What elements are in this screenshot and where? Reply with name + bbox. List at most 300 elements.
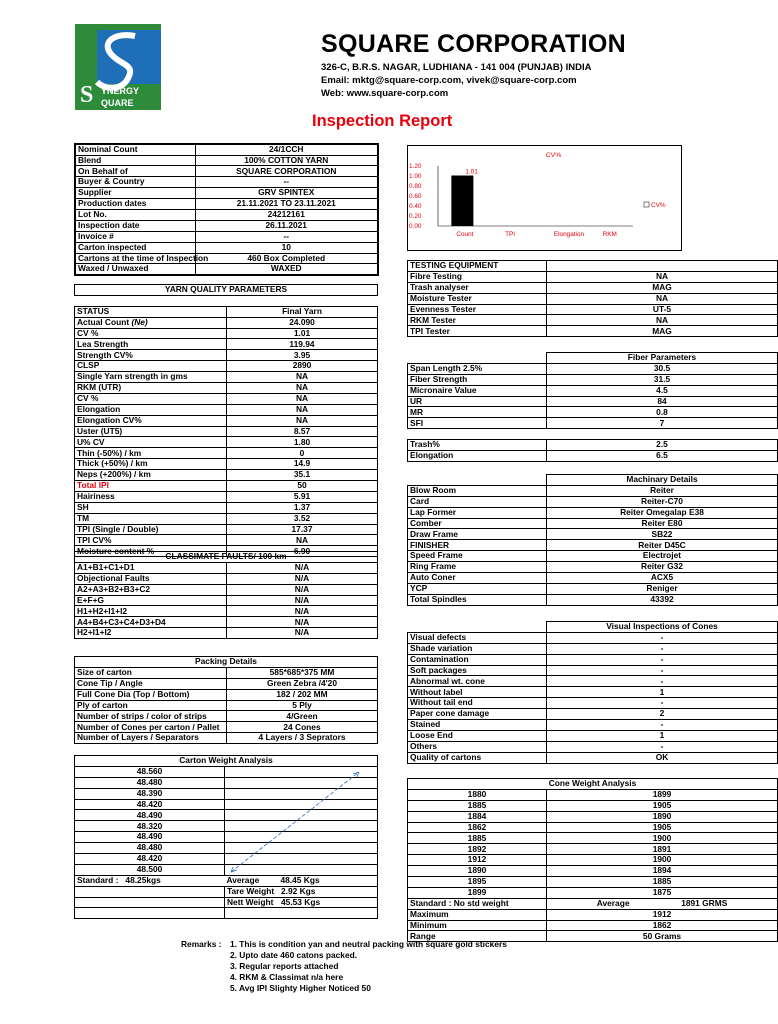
remark-item: 2. Upto date 460 catons packed. bbox=[230, 949, 358, 960]
visual-value: 1 bbox=[547, 730, 778, 741]
cone-weight-row bbox=[408, 844, 778, 855]
cone-range-value: 50 Grams bbox=[547, 931, 778, 942]
yarn-value: NA bbox=[227, 535, 378, 546]
fiber-label: UR bbox=[408, 396, 547, 407]
visual-row bbox=[408, 741, 778, 752]
fiber-label: SFI bbox=[408, 418, 547, 429]
general-row bbox=[75, 264, 378, 275]
testing-value: UT-5 bbox=[547, 304, 778, 315]
cone-weight-a: 1885 bbox=[408, 833, 547, 844]
yarn-value: NA bbox=[227, 383, 378, 394]
chart-bar bbox=[451, 176, 473, 227]
x-tick-label: Count bbox=[456, 231, 474, 238]
carton-weight-value: 48.490 bbox=[75, 832, 225, 843]
yarn-value: NA bbox=[227, 404, 378, 415]
logo-line1: YNERGY bbox=[101, 86, 140, 96]
general-label: Nominal Count bbox=[75, 144, 195, 155]
yarn-row bbox=[75, 481, 378, 492]
yarn-label: U% CV bbox=[75, 437, 227, 448]
cone-weight-row bbox=[408, 800, 778, 811]
testing-value: MAG bbox=[547, 326, 778, 337]
remarks-label: Remarks : bbox=[181, 939, 222, 949]
cone-weight-b: 1894 bbox=[547, 866, 778, 877]
cone-standard-label: Standard : No std weight bbox=[408, 898, 547, 909]
packing-value: Green Zebra /4'20 bbox=[227, 678, 378, 689]
general-row bbox=[75, 242, 378, 253]
general-value: 10 bbox=[195, 242, 378, 253]
fiber-row bbox=[408, 374, 778, 385]
yarn-row bbox=[75, 317, 378, 328]
general-label: Carton inspected bbox=[75, 242, 195, 253]
general-label: On Behalf of bbox=[75, 166, 195, 177]
testing-row bbox=[408, 293, 778, 304]
carton-nett-label: Nett Weight bbox=[227, 896, 274, 907]
visual-row bbox=[408, 687, 778, 698]
general-row bbox=[75, 155, 378, 166]
classimate-row bbox=[75, 573, 378, 584]
remark-item: 3. Regular reports attached bbox=[230, 960, 339, 971]
yarn-row bbox=[75, 524, 378, 535]
packing-table bbox=[74, 656, 378, 744]
y-tick-label: 0.60 bbox=[409, 193, 422, 201]
machinery-label: FINISHER bbox=[408, 540, 547, 551]
classimate-title: CLASSIMATE FAULTS/ 100 km bbox=[75, 552, 378, 563]
cone-weight-table bbox=[407, 778, 778, 942]
company-name: SQUARE CORPORATION bbox=[321, 30, 626, 58]
visual-label: Others bbox=[408, 741, 547, 752]
general-label: Buyer & Country bbox=[75, 177, 195, 188]
cone-minimum-value: 1862 bbox=[547, 920, 778, 931]
yarn-row bbox=[75, 350, 378, 361]
yarn-row bbox=[75, 372, 378, 383]
yarn-label: Thin (-50%) / km bbox=[75, 448, 227, 459]
general-value: 460 Box Completed bbox=[195, 253, 378, 264]
general-row bbox=[75, 220, 378, 231]
visual-label: Abnormal wt. cone bbox=[408, 676, 547, 687]
yarn-label: SH bbox=[75, 502, 227, 513]
cone-weight-b: 1890 bbox=[547, 811, 778, 822]
x-tick-label: RKM bbox=[602, 231, 617, 238]
fiber-label bbox=[408, 429, 547, 440]
logo-letter: S bbox=[80, 82, 94, 108]
testing-equipment-table bbox=[407, 260, 778, 337]
machinery-row bbox=[408, 562, 778, 573]
packing-row bbox=[75, 667, 378, 678]
yarn-label: CV % bbox=[75, 393, 227, 404]
machinery-label: Draw Frame bbox=[408, 529, 547, 540]
machinery-row bbox=[408, 540, 778, 551]
yarn-label: Elongation bbox=[75, 404, 227, 415]
fiber-label: MR bbox=[408, 407, 547, 418]
general-value: SQUARE CORPORATION bbox=[195, 166, 378, 177]
yarn-row bbox=[75, 470, 378, 481]
packing-value: 5 Ply bbox=[227, 700, 378, 711]
yarn-label: TM bbox=[75, 513, 227, 524]
carton-trend-line bbox=[225, 768, 377, 878]
general-label: Production dates bbox=[75, 199, 195, 210]
yarn-value: 6.90 bbox=[227, 546, 378, 557]
remark-item: 4. RKM & Classimat n/a here bbox=[230, 971, 344, 982]
yarn-row bbox=[75, 361, 378, 372]
machinery-row bbox=[408, 551, 778, 562]
general-label: Waxed / Unwaxed bbox=[75, 264, 195, 275]
visual-value: - bbox=[547, 632, 778, 643]
fiber-label: Fiber Strength bbox=[408, 374, 547, 385]
visual-label: Contamination bbox=[408, 654, 547, 665]
testing-value: MAG bbox=[547, 282, 778, 293]
machinery-value: Reniger bbox=[547, 583, 778, 594]
yarn-value: 119.94 bbox=[227, 339, 378, 350]
yarn-label: Actual Count (Ne) bbox=[75, 317, 227, 328]
cone-maximum-value: 1912 bbox=[547, 909, 778, 920]
packing-value: 182 / 202 MM bbox=[227, 689, 378, 700]
fiber-value: 2.5 bbox=[547, 440, 778, 451]
fiber-row bbox=[408, 396, 778, 407]
general-row bbox=[75, 144, 378, 155]
visual-label: Paper cone damage bbox=[408, 709, 547, 720]
packing-row bbox=[75, 733, 378, 744]
fiber-row bbox=[408, 407, 778, 418]
y-tick-label: 1.00 bbox=[409, 173, 422, 181]
machinery-title: Machinary Details bbox=[547, 475, 778, 486]
general-label: Invoice # bbox=[75, 231, 195, 242]
yarn-label: Strength CV% bbox=[75, 350, 227, 361]
yarn-value: 17.37 bbox=[227, 524, 378, 535]
general-info-table bbox=[74, 143, 379, 276]
yarn-label: Total IPI bbox=[75, 481, 227, 492]
classimate-label: A1+B1+C1+D1 bbox=[75, 562, 227, 573]
fiber-value bbox=[547, 429, 778, 440]
packing-row bbox=[75, 689, 378, 700]
machinery-row bbox=[408, 594, 778, 605]
yarn-value: NA bbox=[227, 393, 378, 404]
legend-swatch bbox=[644, 202, 649, 207]
classimate-row bbox=[75, 584, 378, 595]
visual-row bbox=[408, 698, 778, 709]
machinery-label: Card bbox=[408, 496, 547, 507]
yarn-value: 5.91 bbox=[227, 491, 378, 502]
remark-item: 5. Avg IPI Slighty Higher Noticed 50 bbox=[230, 982, 371, 993]
packing-label: Number of strips / color of strips bbox=[75, 711, 227, 722]
cone-weight-b: 1899 bbox=[547, 789, 778, 800]
yarn-value: 0 bbox=[227, 448, 378, 459]
carton-nett bbox=[225, 897, 378, 908]
yarn-label: TPI (Single / Double) bbox=[75, 524, 227, 535]
count-unit: (Ne) bbox=[131, 316, 148, 327]
carton-average-label: Average bbox=[226, 874, 260, 885]
classimate-row bbox=[75, 595, 378, 606]
yarn-label: Neps (+200%) / km bbox=[75, 470, 227, 481]
general-row bbox=[75, 209, 378, 220]
visual-value: - bbox=[547, 741, 778, 752]
machinery-label: YCP bbox=[408, 583, 547, 594]
company-web: Web: www.square-corp.com bbox=[321, 88, 449, 99]
testing-label: Evenness Tester bbox=[408, 304, 547, 315]
yarn-row bbox=[75, 393, 378, 404]
yarn-row bbox=[75, 404, 378, 415]
cone-range-label: Range bbox=[408, 931, 547, 942]
machinery-row bbox=[408, 485, 778, 496]
yarn-quality-table bbox=[74, 284, 378, 557]
visual-row bbox=[408, 665, 778, 676]
x-tick-label: Elongation bbox=[553, 231, 585, 238]
yarn-row bbox=[75, 339, 378, 350]
classimate-label: A2+A3+B2+B3+C2 bbox=[75, 584, 227, 595]
cone-weight-b: 1891 bbox=[547, 844, 778, 855]
testing-row bbox=[408, 282, 778, 293]
classimate-value: N/A bbox=[227, 573, 378, 584]
carton-standard-label: Standard : bbox=[77, 874, 119, 885]
yarn-row bbox=[75, 328, 378, 339]
testing-equipment-title: TESTING EQUIPMENT bbox=[408, 261, 547, 272]
y-tick-label: 0.00 bbox=[409, 223, 422, 231]
yarn-label: Lea Strength bbox=[75, 339, 227, 350]
packing-label: Full Cone Dia (Top / Bottom) bbox=[75, 689, 227, 700]
yarn-value: 1.01 bbox=[227, 328, 378, 339]
carton-standard bbox=[75, 875, 225, 886]
general-row bbox=[75, 188, 378, 199]
visual-label: Without label bbox=[408, 687, 547, 698]
general-row bbox=[75, 199, 378, 210]
general-label: Supplier bbox=[75, 188, 195, 199]
visual-label: Soft packages bbox=[408, 665, 547, 676]
visual-label: Shade variation bbox=[408, 643, 547, 654]
general-value: 100% COTTON YARN bbox=[195, 155, 378, 166]
status-label: STATUS bbox=[75, 306, 227, 317]
yarn-row bbox=[75, 437, 378, 448]
machinery-row bbox=[408, 529, 778, 540]
cone-weight-row bbox=[408, 855, 778, 866]
general-row bbox=[75, 253, 378, 264]
cone-weight-a: 1884 bbox=[408, 811, 547, 822]
company-logo bbox=[75, 24, 161, 110]
visual-label: Stained bbox=[408, 720, 547, 731]
classimate-value: N/A bbox=[227, 617, 378, 628]
carton-weight-value: 48.480 bbox=[75, 777, 225, 788]
visual-row bbox=[408, 720, 778, 731]
visual-row bbox=[408, 752, 778, 763]
packing-label: Ply of carton bbox=[75, 700, 227, 711]
visual-label: Loose End bbox=[408, 730, 547, 741]
classimate-value: N/A bbox=[227, 606, 378, 617]
packing-value: 4/Green bbox=[227, 711, 378, 722]
yarn-row bbox=[75, 491, 378, 502]
classimate-label: Objectional Faults bbox=[75, 573, 227, 584]
visual-row bbox=[408, 632, 778, 643]
general-row bbox=[75, 177, 378, 188]
packing-title: Packing Details bbox=[75, 657, 378, 668]
yarn-value: 24.090 bbox=[227, 317, 378, 328]
yarn-value: NA bbox=[227, 415, 378, 426]
cone-average-label: Average bbox=[547, 898, 632, 909]
classimate-value: N/A bbox=[227, 595, 378, 606]
cone-weight-a: 1880 bbox=[408, 789, 547, 800]
cone-weight-b: 1900 bbox=[547, 855, 778, 866]
general-value: 26.11.2021 bbox=[195, 220, 378, 231]
yarn-row bbox=[75, 448, 378, 459]
cv-chart bbox=[407, 145, 682, 251]
classimate-value: N/A bbox=[227, 628, 378, 639]
carton-weight-value: 48.420 bbox=[75, 799, 225, 810]
carton-tare bbox=[225, 886, 378, 897]
machinery-row bbox=[408, 507, 778, 518]
y-tick-label: 1.20 bbox=[409, 163, 422, 171]
machinery-value: SB22 bbox=[547, 529, 778, 540]
company-email: Email: mktg@square-corp.com, vivek@square-corp.com bbox=[321, 75, 577, 86]
cone-weight-title: Cone Weight Analysis bbox=[408, 779, 778, 790]
machinery-label: Speed Frame bbox=[408, 551, 547, 562]
yarn-row bbox=[75, 459, 378, 470]
classimate-row bbox=[75, 628, 378, 639]
general-value: 21.11.2021 TO 23.11.2021 bbox=[195, 199, 378, 210]
general-value: 24212161 bbox=[195, 209, 378, 220]
testing-label: Fibre Testing bbox=[408, 271, 547, 282]
yarn-label: Thick (+50%) / km bbox=[75, 459, 227, 470]
cone-weight-b: 1900 bbox=[547, 833, 778, 844]
testing-value: NA bbox=[547, 315, 778, 326]
packing-row bbox=[75, 722, 378, 733]
yarn-label: CV % bbox=[75, 328, 227, 339]
yarn-value: 1.80 bbox=[227, 437, 378, 448]
company-address: 326-C, B.R.S. NAGAR, LUDHIANA - 141 004 (PUNJAB) INDIA bbox=[321, 62, 592, 73]
remark-item: 1. This is condition yan and neutral packing with square gold stickers bbox=[230, 939, 507, 949]
classimate-row bbox=[75, 606, 378, 617]
machinery-value: Reiter E80 bbox=[547, 518, 778, 529]
general-label: Inspection date bbox=[75, 220, 195, 231]
carton-weight-value: 48.390 bbox=[75, 788, 225, 799]
visual-label: Quality of cartons bbox=[408, 752, 547, 763]
cone-weight-b: 1905 bbox=[547, 822, 778, 833]
cone-weight-row bbox=[408, 877, 778, 888]
packing-row bbox=[75, 711, 378, 722]
cone-weight-row bbox=[408, 822, 778, 833]
carton-weight-value: 48.480 bbox=[75, 843, 225, 854]
classimate-label: H1+H2+I1+I2 bbox=[75, 606, 227, 617]
yarn-label: TPI CV% bbox=[75, 535, 227, 546]
fiber-row bbox=[408, 418, 778, 429]
carton-weight-value: 48.490 bbox=[75, 810, 225, 821]
classimate-value: N/A bbox=[227, 584, 378, 595]
yarn-value: 3.95 bbox=[227, 350, 378, 361]
cone-weight-row bbox=[408, 789, 778, 800]
packing-row bbox=[75, 678, 378, 689]
machinery-value: Reiter bbox=[547, 485, 778, 496]
machinery-label: Ring Frame bbox=[408, 562, 547, 573]
testing-row bbox=[408, 271, 778, 282]
visual-row bbox=[408, 654, 778, 665]
x-tick-label: TPI bbox=[505, 231, 516, 238]
machinery-value: 43392 bbox=[547, 594, 778, 605]
fiber-value: 30.5 bbox=[547, 363, 778, 374]
remarks-list bbox=[230, 939, 507, 994]
cone-weight-a: 1885 bbox=[408, 800, 547, 811]
visual-row bbox=[408, 709, 778, 720]
machinery-value: Reiter-C70 bbox=[547, 496, 778, 507]
fiber-row bbox=[408, 451, 778, 462]
visual-value: - bbox=[547, 654, 778, 665]
cone-minimum-label: Minimum bbox=[408, 920, 547, 931]
cone-weight-a: 1912 bbox=[408, 855, 547, 866]
yarn-row bbox=[75, 502, 378, 513]
machinery-label: Auto Coner bbox=[408, 573, 547, 584]
carton-nett-value: 45.53 Kgs bbox=[281, 896, 321, 907]
cone-weight-a: 1890 bbox=[408, 866, 547, 877]
carton-weight-value: 48.500 bbox=[75, 864, 225, 875]
fiber-label: Elongation bbox=[408, 451, 547, 462]
yarn-row bbox=[75, 415, 378, 426]
yarn-value: NA bbox=[227, 372, 378, 383]
testing-row bbox=[408, 315, 778, 326]
yarn-row bbox=[75, 426, 378, 437]
fiber-parameters-title: Fiber Parameters bbox=[547, 353, 778, 364]
visual-row bbox=[408, 730, 778, 741]
general-label: Blend bbox=[75, 155, 195, 166]
carton-weight-value: 48.420 bbox=[75, 854, 225, 865]
visual-value: 2 bbox=[547, 709, 778, 720]
packing-value: 585*685*375 MM bbox=[227, 667, 378, 678]
testing-label: RKM Tester bbox=[408, 315, 547, 326]
fiber-value: 0.8 bbox=[547, 407, 778, 418]
carton-weight-value: 48.320 bbox=[75, 821, 225, 832]
testing-value: NA bbox=[547, 271, 778, 282]
yarn-label: Uster (UT5) bbox=[75, 426, 227, 437]
general-row bbox=[75, 231, 378, 242]
machinery-value: Reiter D45C bbox=[547, 540, 778, 551]
yarn-row bbox=[75, 535, 378, 546]
packing-label: Number of Layers / Separators bbox=[75, 733, 227, 744]
yarn-value: 14.9 bbox=[227, 459, 378, 470]
general-value: GRV SPINTEX bbox=[195, 188, 378, 199]
fiber-row bbox=[408, 440, 778, 451]
classimate-table bbox=[74, 551, 378, 639]
visual-value: - bbox=[547, 698, 778, 709]
machinery-value: Reiter Omegalap E38 bbox=[547, 507, 778, 518]
general-value: WAXED bbox=[195, 264, 378, 275]
legend-label: CV% bbox=[651, 202, 666, 209]
y-tick-label: 0.40 bbox=[409, 203, 422, 211]
classimate-label: E+F+G bbox=[75, 595, 227, 606]
classimate-label: H2+I1+I2 bbox=[75, 628, 227, 639]
yarn-label: Hairiness bbox=[75, 491, 227, 502]
fiber-label: Micronaire Value bbox=[408, 385, 547, 396]
visual-value: - bbox=[547, 665, 778, 676]
packing-row bbox=[75, 700, 378, 711]
general-value: -- bbox=[195, 177, 378, 188]
machinery-row bbox=[408, 496, 778, 507]
cone-weight-b: 1875 bbox=[547, 887, 778, 898]
machinery-table bbox=[407, 474, 778, 606]
general-label: Lot No. bbox=[75, 209, 195, 220]
cone-weight-a: 1862 bbox=[408, 822, 547, 833]
yarn-value: 50 bbox=[227, 481, 378, 492]
fiber-label: Trash% bbox=[408, 440, 547, 451]
packing-label: Number of Cones per carton / Pallet bbox=[75, 722, 227, 733]
visual-value: - bbox=[547, 720, 778, 731]
fiber-row bbox=[408, 429, 778, 440]
general-value: -- bbox=[195, 231, 378, 242]
visual-value: - bbox=[547, 676, 778, 687]
cone-average-value: 1891 GRMS bbox=[632, 898, 778, 909]
machinery-value: Reiter G32 bbox=[547, 562, 778, 573]
cone-weight-row bbox=[408, 833, 778, 844]
yarn-label: CLSP bbox=[75, 361, 227, 372]
general-label: Cartons at the time of Inspection bbox=[75, 253, 195, 264]
packing-value: 4 Layers / 3 Seprators bbox=[227, 733, 378, 744]
yarn-quality-title: YARN QUALITY PARAMETERS bbox=[75, 285, 378, 296]
cone-weight-row bbox=[408, 866, 778, 877]
yarn-value: 1.37 bbox=[227, 502, 378, 513]
fiber-value: 31.5 bbox=[547, 374, 778, 385]
